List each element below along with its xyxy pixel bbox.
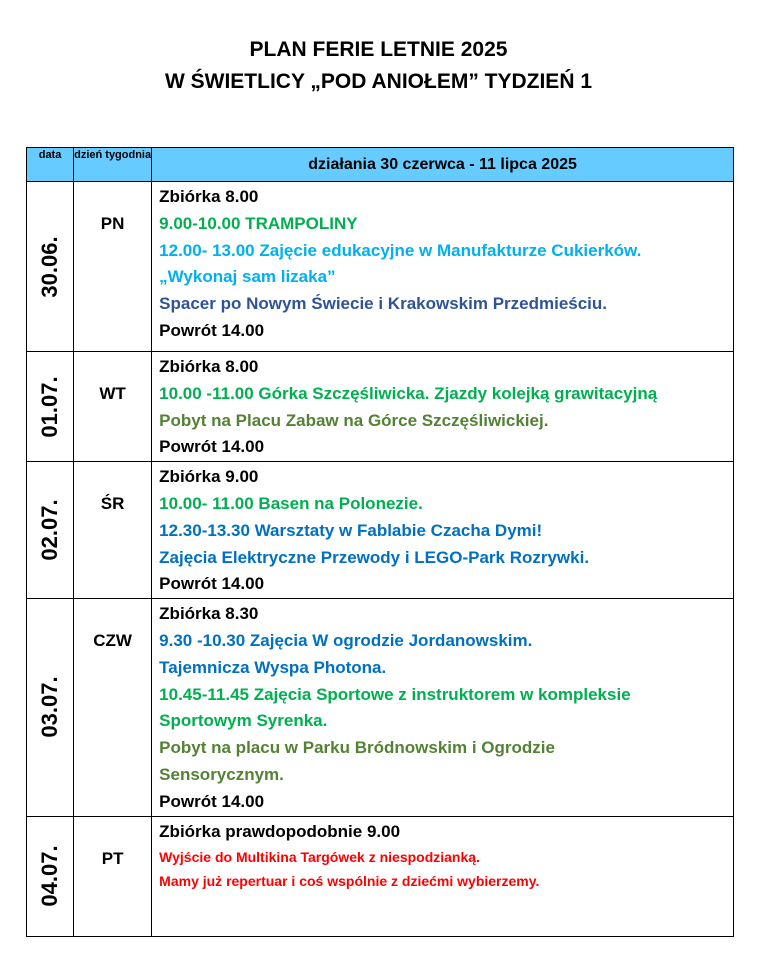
activities-cell [152, 182, 734, 352]
activity-line: Pobyt na Placu Zabaw na Górce Szczęśliwickiej. [159, 410, 549, 430]
activity-line: Tajemnicza Wyspa Photona. [159, 657, 387, 677]
date-cell [27, 182, 74, 352]
activity-line: Zbiórka 9.00 [159, 467, 259, 487]
activity-line: Zbiórka 8.00 [159, 357, 259, 376]
page-title-line-1: PLAN FERIE LETNIE 2025 [249, 38, 508, 61]
activity-line: Zbiórka 8.30 [159, 604, 259, 624]
date-label: 04.07. [37, 845, 63, 907]
activity-line: 10.00- 11.00 Basen na Polonezie. [159, 493, 423, 513]
date-label: 03.07. [37, 676, 63, 738]
page-title-line-2: W ŚWIETLICY „POD ANIOŁEM” TYDZIEŃ 1 [164, 70, 592, 93]
date-label: 30.06. [37, 235, 63, 298]
day-cell: WT [74, 352, 152, 462]
date-cell [27, 462, 74, 599]
header-day: dzień tygodnia [74, 148, 152, 182]
activity-line: 10.45-11.45 Zajęcia Sportowe z instruktorem w kompleksie [159, 684, 631, 704]
day-cell: PT [74, 816, 152, 936]
table-row [27, 182, 734, 352]
activities-cell [152, 599, 734, 816]
table-row [27, 352, 734, 462]
date-label: 02.07. [37, 499, 63, 561]
activity-line: Powrót 14.00 [159, 574, 265, 594]
activity-line: Sensorycznym. [159, 764, 284, 784]
schedule-table [26, 147, 734, 937]
activity-line: Pobyt na placu w Parku Bródnowskim i Ogrodzie [159, 738, 555, 758]
activity-line: 9.30 -10.30 Zajęcia W ogrodzie Jordanowskim. [159, 630, 533, 650]
date-cell [27, 599, 74, 816]
activity-line: 12.00- 13.00 Zajęcie edukacyjne w Manufakturze Cukierków. [159, 240, 642, 260]
activity-line: Mamy już repertuar i coś wspólnie z dziećmi wybierzemy. [159, 873, 540, 890]
day-cell: PN [74, 182, 152, 352]
activity-line: Powrót 14.00 [159, 320, 265, 340]
table-row [27, 816, 734, 936]
activity-line: Sportowym Syrenka. [159, 711, 328, 731]
date-cell [27, 352, 74, 462]
activities-cell [152, 352, 734, 462]
activity-line: „Wykonaj sam lizaka” [159, 267, 336, 287]
table-header-row [27, 148, 734, 182]
header-date: data [27, 148, 74, 182]
activity-line: Powrót 14.00 [159, 791, 265, 811]
header-activities: działania 30 czerwca - 11 lipca 2025 [152, 148, 734, 182]
activity-line: 9.00-10.00 TRAMPOLINY [159, 213, 358, 233]
day-cell: CZW [74, 599, 152, 816]
activity-line: Zbiórka 8.00 [159, 187, 259, 206]
table-row [27, 462, 734, 599]
activity-line: Powrót 14.00 [159, 437, 265, 457]
date-label: 01.07. [37, 376, 63, 438]
activity-line: Zajęcia Elektryczne Przewody i LEGO-Park Rozrywki. [159, 547, 590, 567]
activity-line: 12.30-13.30 Warsztaty w Fablabie Czacha Dymi! [159, 520, 543, 540]
activity-line: Zbiórka prawdopodobnie 9.00 [159, 821, 401, 841]
table-row [27, 599, 734, 816]
date-cell [27, 816, 74, 936]
day-cell: ŚR [74, 462, 152, 599]
activities-cell [152, 816, 734, 936]
activity-line: 10.00 -11.00 Górka Szczęśliwicka. Zjazdy kolejką grawitacyjną [159, 383, 658, 403]
activity-line: Wyjście do Multikina Targówek z niespodzianką. [159, 849, 480, 866]
activities-cell [152, 462, 734, 599]
activity-line: Spacer po Nowym Świecie i Krakowskim Przedmieściu. [159, 294, 608, 314]
